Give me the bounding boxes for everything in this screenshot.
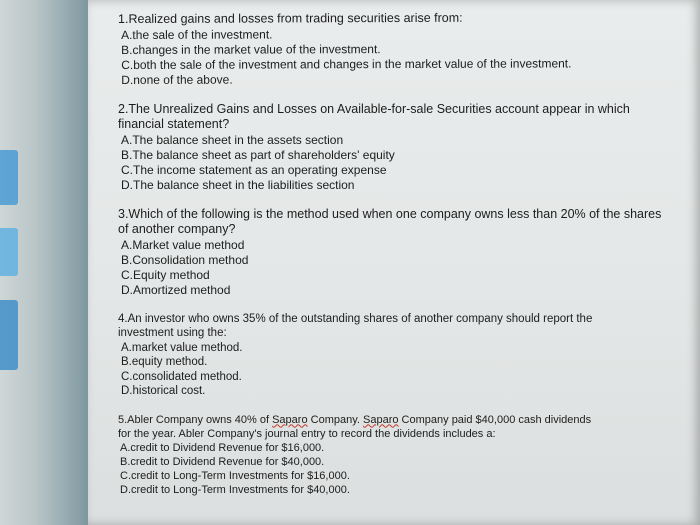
answer-option-c: C.credit to Long-Term Investments for $16,000. (120, 469, 350, 482)
question-2 (118, 102, 698, 193)
answer-option-d: D.credit to Long-Term Investments for $40,000. (120, 483, 350, 496)
question-3 (118, 207, 698, 298)
answer-option-a: A.market value method. (121, 341, 243, 354)
question-stem: 3.Which of the following is the method used when one company owns less than 20% of the shares (118, 206, 662, 221)
question-stem-continued: financial statement? (118, 117, 230, 131)
question-stem-continued: of another company? (118, 222, 236, 236)
answer-option-c: C.Equity method (121, 267, 210, 282)
company-name-misspelled: Saparo (272, 413, 308, 426)
background-tab (0, 150, 18, 205)
background-window-strip (0, 0, 88, 525)
question-document (118, 12, 698, 511)
question-stem (118, 413, 698, 427)
answer-option-d: D.The balance sheet in the liabilities section (121, 177, 355, 192)
question-stem-continued: investment using the: (118, 327, 227, 339)
answer-option-b: B.credit to Dividend Revenue for $40,000. (120, 455, 325, 468)
answer-option-a: A.The balance sheet in the assets section (121, 132, 344, 147)
answer-option-b: B.The balance sheet as part of shareholders' equity (121, 147, 395, 162)
stem-text: Company paid $40,000 cash dividends (398, 413, 592, 426)
question-stem: 1.Realized gains and losses from trading securities arise from: (118, 10, 463, 26)
answer-option-a: A.Market value method (121, 237, 245, 252)
question-1 (118, 10, 698, 88)
background-tab (0, 300, 18, 370)
question-4 (118, 312, 698, 399)
answer-option-a: A.the sale of the investment. (121, 26, 273, 42)
answer-option-d: D.historical cost. (121, 385, 206, 397)
answer-option-a: A.credit to Dividend Revenue for $16,000. (120, 441, 325, 454)
answer-option-b: B.Consolidation method (121, 252, 249, 267)
question-stem: 2.The Unrealized Gains and Losses on Available-for-sale Securities account appear in which (118, 101, 630, 116)
background-tab (0, 228, 18, 276)
question-stem-continued: for the year. Abler Company's journal entry to record the dividends includes a: (118, 427, 496, 440)
answer-option-d: D.Amortized method (121, 282, 231, 297)
answer-option-b: B.changes in the market value of the investment. (121, 41, 381, 57)
answer-option-d: D.none of the above. (121, 72, 233, 87)
stem-text: Company. (307, 413, 364, 426)
answer-option-c: C.The income statement as an operating expense (121, 162, 387, 177)
question-5 (118, 413, 698, 497)
question-stem: 4.An investor who owns 35% of the outstanding shares of another company should report the (118, 312, 593, 325)
answer-option-b: B.equity method. (121, 356, 208, 368)
document-screen (88, 0, 700, 525)
company-name-misspelled: Saparo (363, 413, 399, 426)
stem-text: 5.Abler Company owns 40% of (118, 413, 273, 426)
answer-option-c: C.both the sale of the investment and changes in the market value of the investment. (121, 55, 572, 72)
answer-option-c: C.consolidated method. (121, 370, 242, 383)
